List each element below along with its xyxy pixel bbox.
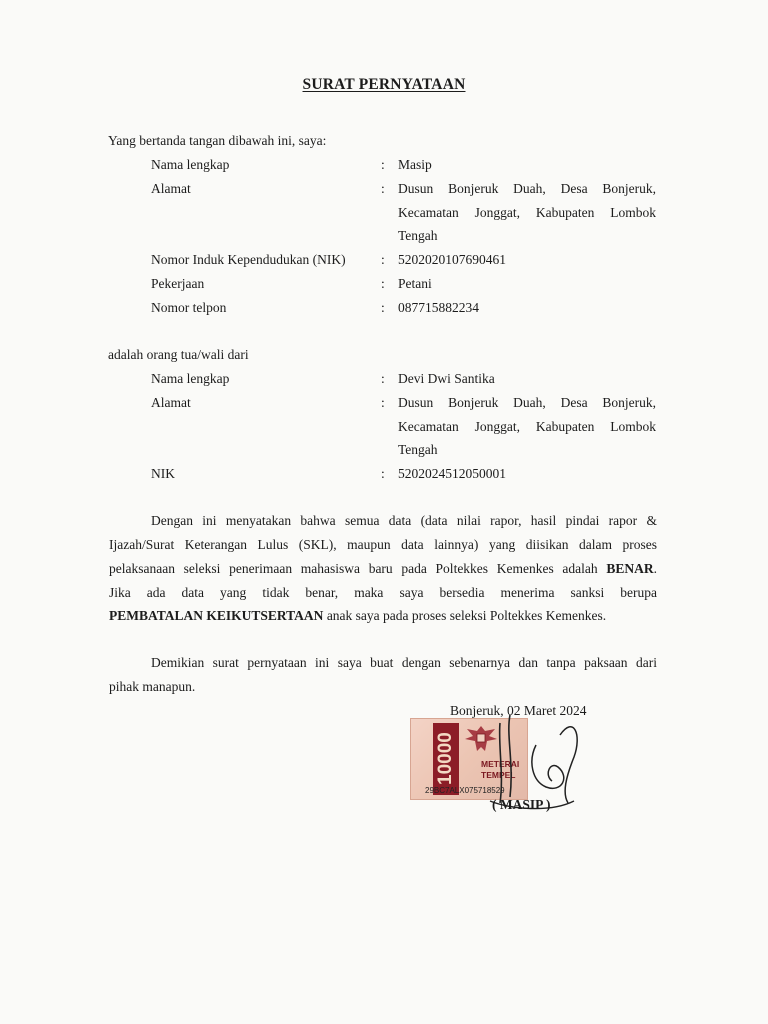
colon: : [381, 466, 385, 481]
stamp-serial: 29BC7ALX075718529 [425, 786, 505, 795]
stamp-text-tempel: TEMPEL [481, 770, 516, 780]
statement-line: pelaksanaan seleksi penerimaan mahasiswa baru pada Poltekkes Kemenkes adalah BENAR. [109, 561, 657, 576]
colon: : [381, 276, 385, 291]
signer-nik: 5202020107690461 [398, 252, 506, 267]
statement-line: Jika ada data yang tidak benar, maka saya bersedia menerima sanksi berupa [109, 585, 657, 600]
signer-phone-label: Nomor telpon [151, 300, 227, 315]
benar-emphasis: BENAR [606, 561, 654, 576]
closing-line: pihak manapun. [109, 679, 196, 694]
child-nik: 5202024512050001 [398, 466, 506, 481]
child-name-label: Nama lengkap [151, 371, 230, 386]
statement-line: Dengan ini menyatakan bahwa semua data (data nilai rapor, hasil pindai rapor & [151, 513, 657, 528]
cancellation-emphasis: PEMBATALAN KEIKUTSERTAAN [109, 608, 324, 623]
child-address-label: Alamat [151, 395, 191, 410]
signer-name: Masip [398, 157, 432, 172]
colon: : [381, 252, 385, 267]
signer-job: Petani [398, 276, 432, 291]
signer-address-line: Kecamatan Jonggat, Kabupaten Lombok [398, 205, 656, 220]
signer-address-line: Tengah [398, 228, 438, 243]
signer-address-line: Dusun Bonjeruk Duah, Desa Bonjeruk, [398, 181, 656, 196]
colon: : [381, 395, 385, 410]
signer-name-label: Nama lengkap [151, 157, 230, 172]
statement-line: Ijazah/Surat Keterangan Lulus (SKL), maupun data lainnya) yang diisikan dalam proses [109, 537, 657, 552]
stamp-value: 10000 [433, 723, 459, 795]
colon: : [381, 181, 385, 196]
intro-text: Yang bertanda tangan dibawah ini, saya: [108, 133, 327, 148]
child-address-line: Tengah [398, 442, 438, 457]
colon: : [381, 371, 385, 386]
signer-job-label: Pekerjaan [151, 276, 205, 291]
child-name: Devi Dwi Santika [398, 371, 495, 386]
colon: : [381, 300, 385, 315]
stamp-text-meterai: METERAI [481, 759, 520, 769]
colon: : [381, 157, 385, 172]
document-title: SURAT PERNYATAAN [302, 76, 466, 93]
signer-name-under-signature: ( MASIP ) [492, 797, 551, 812]
place-date: Bonjeruk, 02 Maret 2024 [450, 703, 587, 718]
child-address-line: Kecamatan Jonggat, Kabupaten Lombok [398, 419, 656, 434]
child-nik-label: NIK [151, 466, 175, 481]
statement-line: PEMBATALAN KEIKUTSERTAAN anak saya pada proses seleksi Poltekkes Kemenkes. [109, 608, 607, 623]
closing-line: Demikian surat pernyataan ini saya buat dengan sebenarnya dan tanpa paksaan dari [151, 655, 657, 670]
child-address-line: Dusun Bonjeruk Duah, Desa Bonjeruk, [398, 395, 656, 410]
relation-text: adalah orang tua/wali dari [108, 347, 249, 362]
signer-phone: 087715882234 [398, 300, 479, 315]
signer-nik-label: Nomor Induk Kependudukan (NIK) [151, 252, 346, 267]
signer-address-label: Alamat [151, 181, 191, 196]
